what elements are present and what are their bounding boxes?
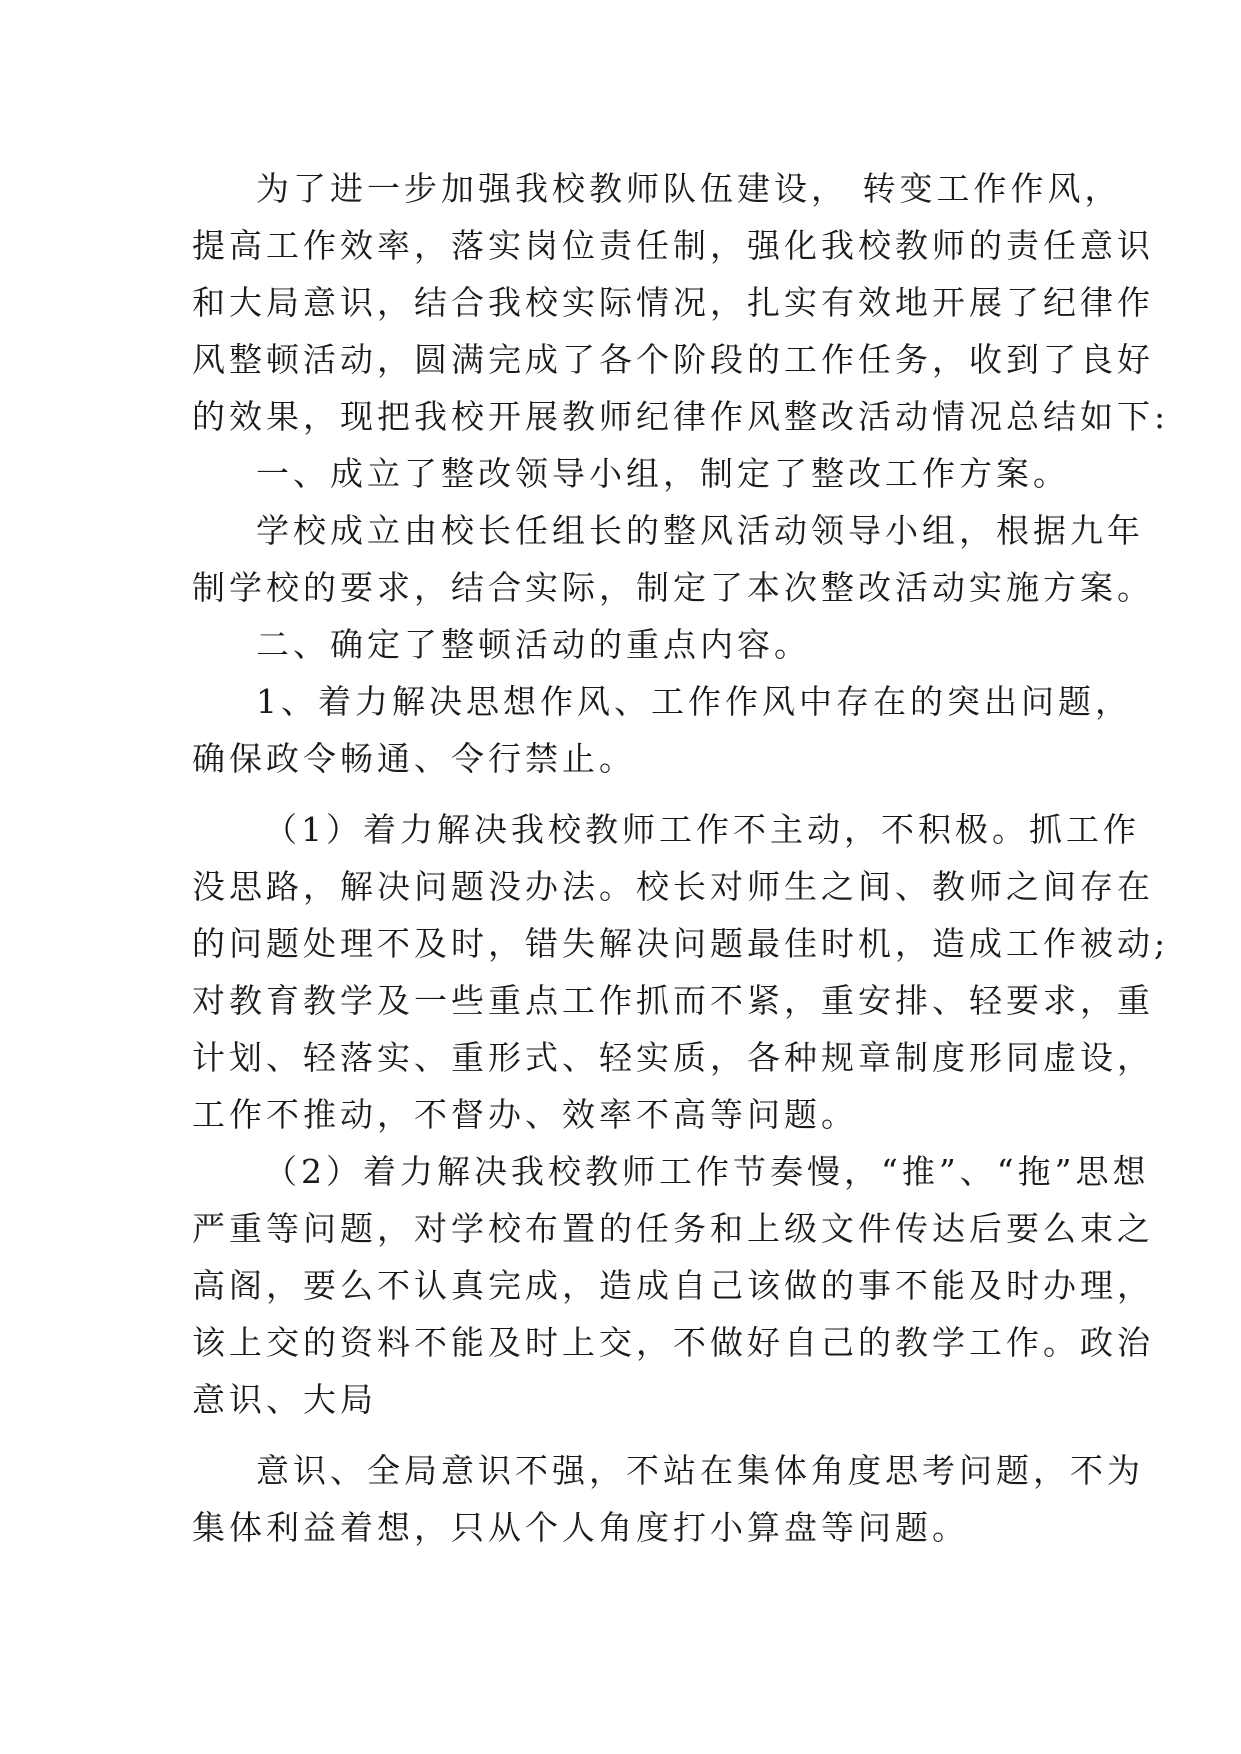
document-body xyxy=(192,160,1170,1556)
paragraph-intro-line-1: 为了进一步加强我校教师队伍建设， 转变工作作风， xyxy=(256,169,1122,208)
paragraph-intro-line-3: 和大局意识，结合我校实际情况，扎实有效地开展了纪律作 xyxy=(192,283,1154,322)
subitem-1-line-1: （1）着力解决我校教师工作不主动，不积极。抓工作 xyxy=(264,810,1140,849)
paragraph-section1-line-2: 制学校的要求，结合实际，制定了本次整改活动实施方案。 xyxy=(192,568,1154,607)
item-1-line-2: 确保政令畅通、令行禁止。 xyxy=(192,739,636,778)
subitem-2-line-3: 高阁，要么不认真完成，造成自己该做的事不能及时办理， xyxy=(192,1266,1154,1305)
subitem-2-line-5: 意识、大局 xyxy=(192,1380,377,1419)
paragraph-intro-line-4: 风整顿活动，圆满完成了各个阶段的工作任务，收到了良好 xyxy=(192,340,1154,379)
subitem-1-line-5: 计划、轻落实、重形式、轻实质，各种规章制度形同虚设， xyxy=(192,1038,1154,1077)
subitem-1-line-4: 对教育教学及一些重点工作抓而不紧，重安排、轻要求，重 xyxy=(192,981,1154,1020)
subitem-2-line-4: 该上交的资料不能及时上交，不做好自己的教学工作。政治 xyxy=(192,1323,1154,1362)
subitem-1-line-3: 的问题处理不及时，错失解决问题最佳时机，造成工作被动; xyxy=(192,924,1170,963)
paragraph-intro-line-5: 的效果，现把我校开展教师纪律作风整改活动情况总结如下: xyxy=(192,397,1170,436)
item-1-line-1: 1、着力解决思想作风、工作作风中存在的突出问题， xyxy=(256,682,1132,721)
paragraph-continued-line-2: 集体利益着想，只从个人角度打小算盘等问题。 xyxy=(192,1508,969,1547)
subitem-1-line-2: 没思路，解决问题没办法。校长对师生之间、教师之间存在 xyxy=(192,867,1154,906)
subitem-2-line-2: 严重等问题，对学校布置的任务和上级文件传达后要么束之 xyxy=(192,1209,1154,1248)
subitem-2-line-1: （2）着力解决我校教师工作节奏慢，“推”、“拖”思想 xyxy=(264,1152,1150,1191)
paragraph-intro-line-2: 提高工作效率，落实岗位责任制，强化我校教师的责任意识 xyxy=(192,226,1154,265)
section-heading-2: 二、确定了整顿活动的重点内容。 xyxy=(256,625,811,664)
subitem-1-line-6: 工作不推动，不督办、效率不高等问题。 xyxy=(192,1095,858,1134)
paragraph-continued-line-1: 意识、全局意识不强，不站在集体角度思考问题，不为 xyxy=(256,1451,1144,1490)
section-heading-1: 一、成立了整改领导小组，制定了整改工作方案。 xyxy=(256,454,1070,493)
paragraph-section1-line-1: 学校成立由校长任组长的整风活动领导小组，根据九年 xyxy=(256,511,1144,550)
